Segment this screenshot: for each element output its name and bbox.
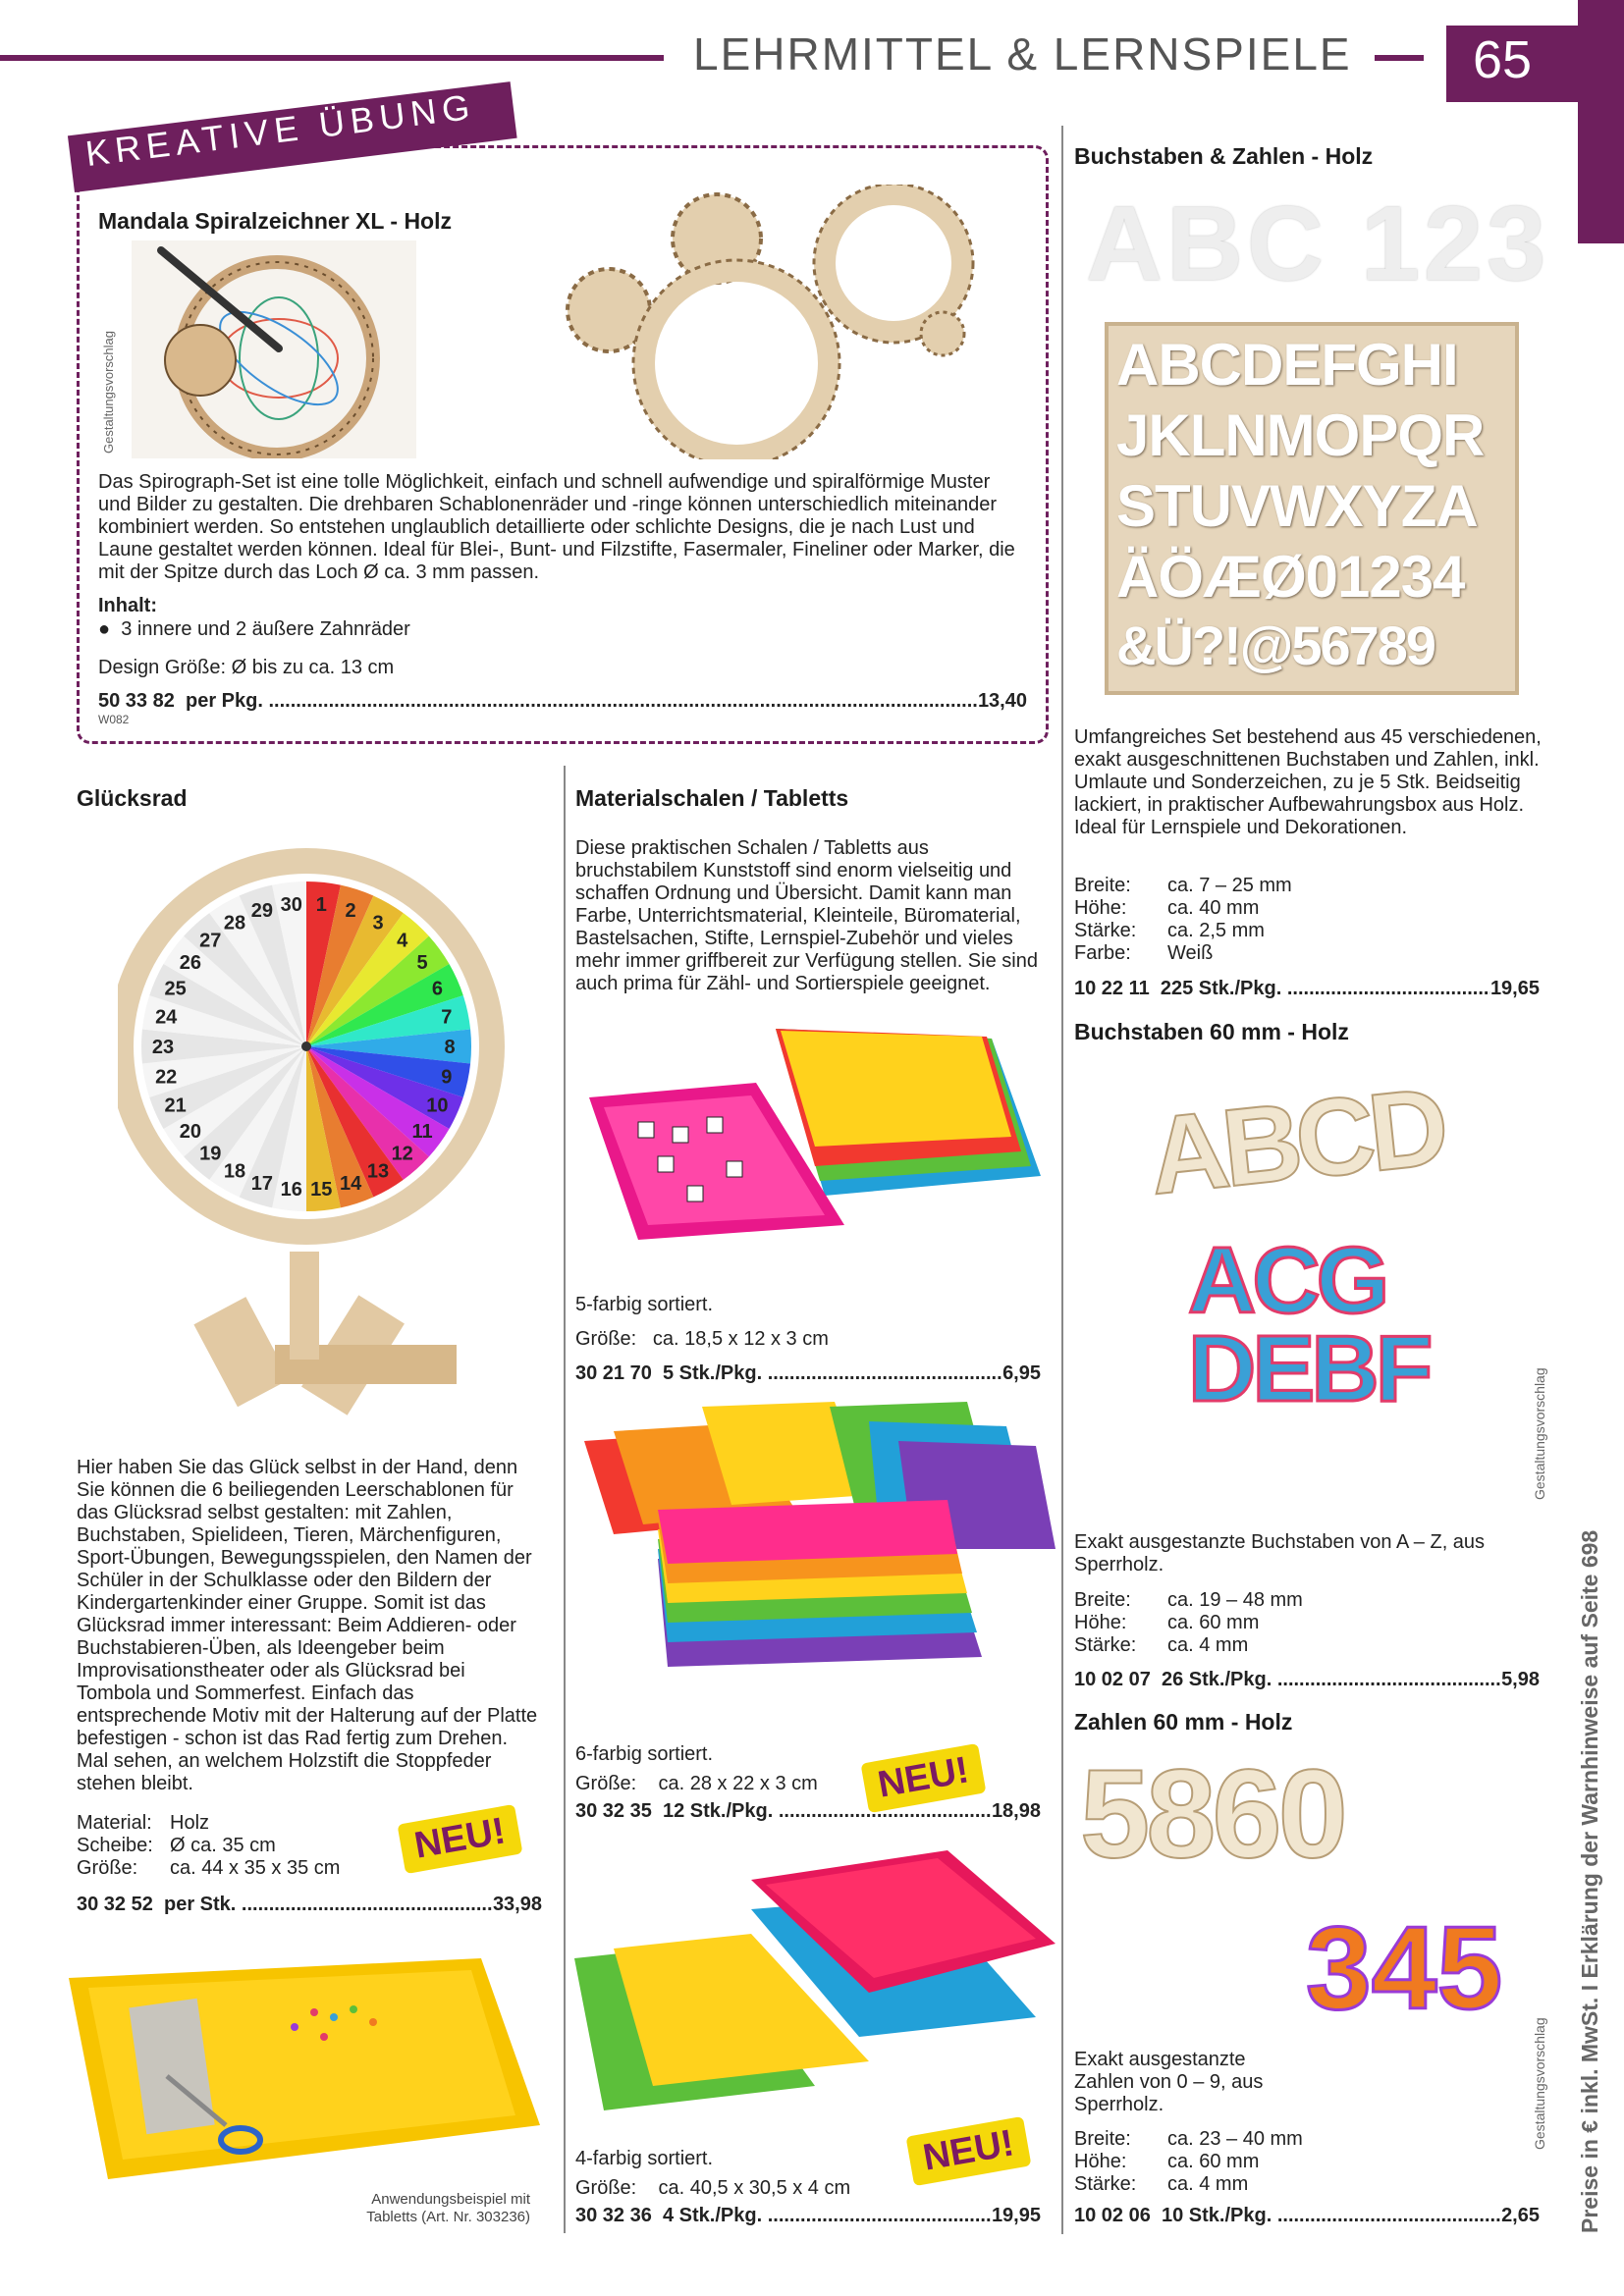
wheel-number-label: 25 <box>164 978 187 1000</box>
schalen-size-2: Größe: ca. 28 x 22 x 3 cm <box>575 1773 818 1794</box>
b60-price-line: 10 02 07 26 Stk./Pkg. ..... 5,98 <box>1074 1669 1540 1691</box>
wheel-number-label: 28 <box>223 912 246 934</box>
b60-specs: Breite: ca. 19 – 48 mm Höhe: ca. 60 mm Stärke: ca. 4 mm <box>1074 1589 1303 1656</box>
bullet-icon: ● <box>98 618 122 640</box>
schalen-note-2: 6-farbig sortiert. <box>575 1743 714 1765</box>
wheel-number-label: 14 <box>339 1172 362 1195</box>
z60-plain-numbers-image: 5860 <box>1080 1744 1344 1885</box>
schalen-neu-badge-2: NEU! <box>860 1743 986 1813</box>
side-note: Preise in € inkl. MwSt. I Erklärung der Warnhinweise auf Seite 698 <box>1577 1529 1602 2233</box>
z60-colored-numbers-image: 345 <box>1306 1902 1503 2034</box>
large-trays-image <box>574 1850 1056 2135</box>
bz-specs: Breite: ca. 7 – 25 mm Höhe: ca. 40 mm Stärke: ca. 2,5 mm Farbe: Weiß <box>1074 875 1292 964</box>
b60-colored-letters-image: ACGDEBF <box>1188 1228 1430 1421</box>
kreative-description: Das Spirograph-Set ist eine tolle Möglichkeit, einfach und schnell aufwendige und spiralförmige Muster und Bilder zu gestalten. Die drehbaren Schablonenräder und -ringe können unterschiedlich miteinander kombiniert werden. So entstehen unglaublich detaillierte oder schlichte Designs, die je nach Lust und Laune gestaltet werden können. Ideal für Blei-, Bunt- und Filzstifte, Fasermaler, Fineliner oder Marker, die mit der Spitze durch das Loch Ø ca. 3 mm passen. <box>98 471 1015 583</box>
kreative-title: Mandala Spiralzeichner XL - Holz <box>98 208 452 234</box>
column-divider-1 <box>564 766 566 2233</box>
kreative-content-item: ● 3 innere und 2 äußere Zahnräder <box>98 618 410 640</box>
wheel-number-label: 12 <box>391 1143 413 1165</box>
wheel-number-label: 9 <box>441 1066 453 1089</box>
schalen-price-line-3: 30 32 36 4 Stk./Pkg. ..... 19,95 <box>575 2205 1041 2227</box>
schalen-description: Diese praktischen Schalen / Tabletts aus bruchstabilem Kunststoff sind enorm vielseitig und schaffen Ordnung und Übersicht. Damit kann man Farbe, Unterrichtsmaterial, Kleinteile, Büromaterial, Bastelsachen, Stifte, Lernspiel-Zubehör und vieles mehr immer griffbereit zur Verfügung stellen. Sie sind auch prima für Zähl- und Sortierspiele geeignet. <box>575 837 1038 994</box>
schalen-neu-badge-3: NEU! <box>905 2116 1031 2186</box>
z60-title: Zahlen 60 mm - Holz <box>1074 1709 1293 1735</box>
kreative-design-label: Gestaltungsvorschlag <box>101 330 116 454</box>
header-rule-left <box>0 55 664 61</box>
wheel-number-label: 21 <box>164 1095 187 1117</box>
z60-description: Exakt ausgestanzte Zahlen von 0 – 9, aus Sperrholz. <box>1074 2049 1264 2115</box>
bz-row-2: JKLNMOPQR <box>1116 402 1485 468</box>
kreative-price-line: 50 33 82 per Pkg. ..... 13,40 <box>98 690 1027 713</box>
kreative-content-label: Inhalt: <box>98 595 157 616</box>
b60-plain-letters-image: ABCD <box>1143 1064 1449 1218</box>
wheel-number-label: 3 <box>372 912 384 934</box>
spirograph-drawing-image <box>132 240 416 458</box>
header-rule-right <box>1375 55 1424 61</box>
wheel-number-label: 8 <box>444 1037 456 1058</box>
schalen-note-3: 4-farbig sortiert. <box>575 2148 714 2169</box>
schalen-note-1: 5-farbig sortiert. <box>575 1294 714 1315</box>
z60-price-line: 10 02 06 10 Stk./Pkg. ..... 2,65 <box>1074 2205 1540 2227</box>
bz-row-5: &Ü?!@56789 <box>1116 614 1435 676</box>
header-title: LEHRMITTEL & LERNSPIELE <box>693 28 1352 80</box>
wheel-number-label: 1 <box>315 893 327 916</box>
tray-usage-caption: Anwendungsbeispiel mit Tabletts (Art. Nr. 303236) <box>366 2191 530 2225</box>
kreative-code: W082 <box>98 713 130 726</box>
wheel-number-label: 27 <box>199 930 222 952</box>
schalen-price-line-2: 30 32 35 12 Stk./Pkg. ..... 18,98 <box>575 1800 1041 1823</box>
medium-trays-image <box>574 1402 1056 1726</box>
wheel-number-label: 15 <box>310 1179 333 1201</box>
gluecksrad-price-line: 30 32 52 per Stk. ..... 33,98 <box>77 1894 542 1916</box>
b60-description: Exakt ausgestanzte Buchstaben von A – Z, aus Sperrholz. <box>1074 1531 1486 1575</box>
wheel-number-label: 26 <box>179 952 202 975</box>
wheel-number-label: 19 <box>199 1143 222 1165</box>
page-number: 65 <box>1473 30 1533 89</box>
wheel-number-label: 10 <box>426 1095 449 1117</box>
column-divider-2 <box>1061 126 1063 2234</box>
wheel-number-label: 16 <box>280 1179 302 1201</box>
z60-specs: Breite: ca. 23 – 40 mm Höhe: ca. 60 mm Stärke: ca. 4 mm <box>1074 2128 1303 2195</box>
gluecksrad-description: Hier haben Sie das Glück selbst in der Hand, denn Sie können die 6 beiliegenden Leerschablonen für das Glücksrad selbst gestalten: mit Zahlen, Buchstaben, Spielideen, Tieren, Märchenfiguren, Sport-Übungen, Bewegungsspielen, den Namen der Schüler in der Schulklasse oder den Bildern der Kindergartenkinder einer Gruppe. Somit ist das Glücksrad immer interessant: Beim Addieren- oder Buchstabieren-Üben, als Ideengeber beim Improvisationstheater oder als Glücksrad bei Tombola und Sommerfest. Einfach das entsprechende Motiv mit der Halterung auf der Platte befestigen - schon ist das Rad fertig zum Drehen. Mal sehen, an welchem Holzstift die Stoppfeder stehen bleibt. <box>77 1457 538 1794</box>
schalen-size-1: Größe: ca. 18,5 x 12 x 3 cm <box>575 1328 829 1350</box>
bz-deco-text: ABC 123 <box>1086 184 1550 302</box>
wheel-number-label: 18 <box>223 1160 246 1183</box>
wheel-number-label: 4 <box>397 930 408 952</box>
wheel-number-label: 2 <box>345 900 356 923</box>
kreative-size: Design Größe: Ø bis zu ca. 13 cm <box>98 657 395 678</box>
bz-description: Umfangreiches Set bestehend aus 45 verschiedenen, exakt ausgeschnittenen Buchstaben und Zahlen, inkl. Umlaute und Sonderzeichen, zu je 5 Stk. Beidseitig lackiert, in praktischer Aufbewahrungsbox aus Holz. Ideal für Lernspiele und Dekorationen. <box>1074 726 1542 838</box>
schalen-title: Materialschalen / Tabletts <box>575 785 849 811</box>
schalen-price-line-1: 30 21 70 5 Stk./Pkg. ..... 6,95 <box>575 1362 1041 1385</box>
schalen-size-3: Größe: ca. 40,5 x 30,5 x 4 cm <box>575 2177 851 2199</box>
wheel-number-label: 7 <box>441 1006 453 1029</box>
bz-row-4: ÄÖÆØ01234 <box>1116 544 1465 610</box>
bz-row-3: STUVWXYZA <box>1116 473 1478 539</box>
b60-design-label: Gestaltungsvorschlag <box>1532 1367 1547 1500</box>
wheel-number-label: 23 <box>151 1037 175 1058</box>
bz-price-line: 10 22 11 225 Stk./Pkg. ..... 19,65 <box>1074 978 1540 1000</box>
wheel-number-label: 30 <box>280 893 302 916</box>
bz-row-1: ABCDEFGHI <box>1116 332 1458 398</box>
gluecksrad-title: Glücksrad <box>77 785 188 811</box>
wheel-number-label: 22 <box>155 1066 178 1089</box>
gluecksrad-neu-badge: NEU! <box>397 1804 522 1874</box>
side-brand-bar <box>1578 0 1624 243</box>
small-trays-image <box>579 1029 1051 1255</box>
wheel-number-label: 29 <box>250 900 274 923</box>
bz-title: Buchstaben & Zahlen - Holz <box>1074 143 1374 169</box>
b60-title: Buchstaben 60 mm - Holz <box>1074 1019 1349 1044</box>
gluecksrad-image <box>118 839 550 1428</box>
kreative-banner-text: KREATIVE ÜBUNG <box>82 85 478 175</box>
wheel-number-label: 13 <box>366 1160 390 1183</box>
wheel-number-label: 20 <box>179 1120 202 1143</box>
z60-design-label: Gestaltungsvorschlag <box>1532 2017 1547 2150</box>
tray-usage-example-image <box>69 1958 540 2184</box>
spirograph-wheels-image <box>530 185 1041 459</box>
wheel-number-label: 5 <box>416 952 428 975</box>
wheel-number-label: 6 <box>431 978 443 1000</box>
wheel-number-label: 17 <box>250 1172 274 1195</box>
wheel-number-label: 11 <box>411 1120 433 1143</box>
wheel-number-label: 24 <box>155 1006 178 1029</box>
bz-box-image <box>1105 322 1519 695</box>
gluecksrad-specs: Material: Holz Scheibe: Ø ca. 35 cm Größe: ca. 44 x 35 x 35 cm <box>77 1812 341 1879</box>
